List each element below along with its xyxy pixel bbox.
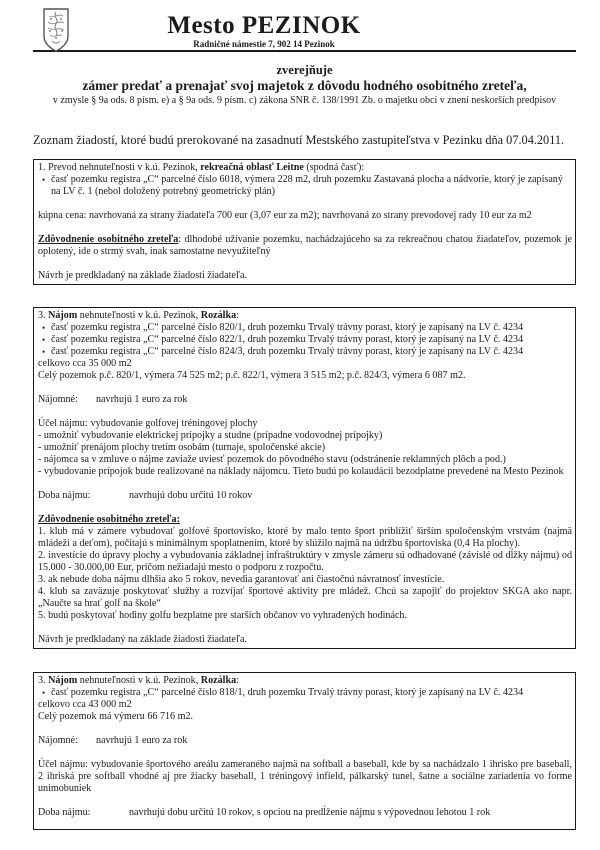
document-page bbox=[33, 0, 576, 830]
bullet-icon: • bbox=[42, 688, 46, 698]
box3-duration-value: navrhujú dobu určitú 10 rokov, s opciou na predĺženie nájmu s výpovednou lehotou 1 rok bbox=[129, 807, 491, 818]
box2-duration-value: navrhujú dobu určitú 10 rokov bbox=[129, 490, 253, 501]
box3-heading-num: 3. bbox=[38, 675, 49, 686]
box2-justification-heading bbox=[38, 514, 572, 526]
city-address: Radničné námestie 7, 902 14 Pezinok bbox=[193, 39, 335, 49]
box2-purpose-item: - vybudovanie prípojok bude realizované na náklady nájomcu. Tieto budú po kolaudácii bezodplatne prevedené na Mesto Pezinok bbox=[38, 466, 564, 477]
box1-justification-text: : dlhodobé užívanie pozemku, nachádzajúceho sa za rekreačnou chatou žiadateľov, pozemok je oplotený, ide o strmý svah, inak samostatne nevyužiteľný bbox=[38, 234, 572, 257]
box2-heading-area: Rozálka bbox=[200, 310, 237, 321]
box2-purpose-item: - nájomca sa v zmluve o nájme zaviaže uviesť pozemok do pôvodného stavu (odstránenie reklamných plôch a pod.) bbox=[38, 454, 506, 465]
spacer bbox=[38, 258, 572, 270]
box3-rent-label: Nájomné: bbox=[38, 735, 78, 746]
box3-purpose-line bbox=[38, 759, 572, 795]
request-box-2 bbox=[33, 307, 576, 649]
box2-heading-num: 3. bbox=[38, 310, 49, 321]
box2-bullet-text: časť pozemku registra „C“ parcelné číslo 822/1, druh pozemku Trvalý trávny porast, ktorý je zapísaný na LV č. 4234 bbox=[51, 334, 524, 345]
box2-justification-item: 4. klub sa zaväzuje poskytovať služby a rozvíjať športové aktivity pre mládež. Chcú sa zapojiť do projektov SKGA ako napr. „Naučte sa hrať golf na škole“ bbox=[38, 586, 572, 609]
box2-whole-parcel: Celý pozemok p.č. 820/1, výmera 74 525 m2; p.č. 822/1, výmera 3 515 m2; p.č. 824/3, výmera 6 087 m2. bbox=[38, 370, 466, 381]
box3-heading-area: Rozálka bbox=[200, 675, 237, 686]
spacer bbox=[38, 747, 572, 759]
spacer bbox=[38, 502, 572, 514]
box2-heading-post: : bbox=[236, 310, 239, 321]
box3-purpose-value: vybudovanie športového areálu zameraného najmä na softball a baseball, kde by sa nachádzalo 1 ihrisko pre baseball, 2 ihriská pre softball vhodné aj pre žiacky baseball, 1 tréningový infield, pálkarský tunel, šatne a sociálne zariadenia vo forme unimobuniek bbox=[38, 759, 572, 794]
spacer bbox=[38, 795, 572, 807]
request-box-1 bbox=[33, 159, 576, 285]
box2-justification-item: 1. klub má v zámere vybudovať golfové športovisko, ktoré by malo tento šport priblížiť širším spoločenským vrstvám (najmä mládeži a deťom), počítajú s minimálnym spoplatnením, ktoré by slúžilo najmä na údržbu športoviska (0,4 Ha plochy). bbox=[38, 526, 572, 549]
box2-rent-value: navrhujú 1 euro za rok bbox=[96, 394, 188, 405]
box2-rent-line bbox=[38, 394, 572, 406]
box3-whole-parcel: Celý pozemok má výmeru 66 716 m2. bbox=[38, 711, 194, 722]
box1-proposal: Návrh je predkladaný na základe žiadosti žiadateľa. bbox=[38, 270, 247, 281]
spacer bbox=[38, 222, 572, 234]
box2-bullet-text: časť pozemku registra „C“ parcelné číslo 824/3, druh pozemku Trvalý trávny porast, ktorý je zapísaný na LV č. 4234 bbox=[51, 346, 524, 357]
box2-heading-type: Nájom bbox=[48, 310, 78, 321]
header-text-block bbox=[64, 12, 464, 50]
box2-bullet-item bbox=[38, 322, 572, 334]
box1-heading bbox=[38, 162, 572, 174]
spacer bbox=[38, 622, 572, 634]
box1-heading-pre: 1. Prevod nehnuteľnosti v k.ú. Pezinok, bbox=[38, 162, 201, 173]
box2-total-area: celkovo cca 35 000 m2 bbox=[38, 358, 132, 369]
box2-proposal: Návrh je predkladaný na základe žiadosti žiadateľa. bbox=[38, 634, 247, 645]
bullet-icon: • bbox=[42, 323, 46, 333]
box1-price-line: kúpna cena: navrhovaná za strany žiadateľa 700 eur (3,07 eur za m2); navrhovaná zo strany prevodovej rady 10 eur za m2 bbox=[38, 210, 532, 221]
box3-purpose-label: Účel nájmu: bbox=[38, 759, 88, 770]
spacer bbox=[38, 198, 572, 210]
box2-duration-line bbox=[38, 490, 572, 502]
box2-justification-item: 3. ak nebude doba nájmu dlhšia ako 5 rokov, nevedia garantovať ani čiastočnú návratnosť investície. bbox=[38, 574, 445, 585]
spacer bbox=[38, 478, 572, 490]
box3-duration-line bbox=[38, 807, 572, 819]
box3-bullet-item bbox=[38, 687, 572, 699]
city-title: Mesto PEZINOK bbox=[167, 12, 361, 39]
spacer bbox=[38, 723, 572, 735]
box3-bullet-text: časť pozemku registra „C“ parcelné číslo 818/1, druh pozemku Trvalý trávny porast, ktorý je zapísaný na LV č. 4234 bbox=[51, 687, 524, 698]
box3-duration-label: Doba nájmu: bbox=[38, 807, 91, 818]
list-heading: Zoznam žiadostí, ktoré budú prerokované na zasadnutí Mestského zastupiteľstva v Pezinku dňa 07.04.2011. bbox=[33, 133, 565, 147]
box3-rent-line bbox=[38, 735, 572, 747]
box2-bullet-text: časť pozemku registra „C“ parcelné číslo 820/1, druh pozemku Trvalý trávny porast, ktorý je zapísaný na LV č. 4234 bbox=[51, 322, 524, 333]
box1-bullet-text: časť pozemku registra „C“ parcelné číslo 6018, výmera 228 m2, druh pozemku Zastavaná plocha a nádvorie, ktorý je zapísaný na LV č. 1 (nebol doložený potrebný geometrický plán) bbox=[51, 174, 563, 197]
box2-bullet-item bbox=[38, 334, 572, 346]
box3-heading-type: Nájom bbox=[48, 675, 78, 686]
box2-heading-mid: nehnuteľnosti v k.ú. Pezinok, bbox=[77, 310, 201, 321]
box2-rent-label: Nájomné: bbox=[38, 394, 78, 405]
box1-heading-area: rekreačná oblasť Leitne bbox=[200, 162, 304, 173]
box1-justification-label: Zdôvodnenie osobitného zreteľa bbox=[38, 234, 179, 245]
box3-rent-value: navrhujú 1 euro za rok bbox=[96, 735, 188, 746]
spacer bbox=[38, 382, 572, 394]
box3-total-area: celkovo cca 43 000 m2 bbox=[38, 699, 132, 710]
box2-purpose-item: - umožniť vybudovanie elektrickej prípojky a studne (prípadne vodovodnej prípojky) bbox=[38, 430, 383, 441]
announce-verb: zverejňuje bbox=[276, 63, 333, 77]
box2-justification-label: Zdôvodnenie osobitného zreteľa: bbox=[38, 514, 180, 525]
box3-heading bbox=[38, 675, 572, 687]
box2-purpose-line bbox=[38, 418, 572, 430]
announcement-intro bbox=[33, 63, 576, 107]
bullet-icon: • bbox=[42, 335, 46, 345]
box2-purpose-value: vybudovanie golfovej tréningovej plochy bbox=[90, 418, 258, 429]
legal-reference: v zmysle § 9a ods. 8 písm. e) a § 9a ods. 9 písm. c) zákona SNR č. 138/1991 Zb. o majetku obcí v znení neskorších predpisov bbox=[52, 95, 557, 106]
bullet-icon: • bbox=[42, 175, 46, 185]
announce-intent: zámer predať a prenajať svoj majetok z dôvodu hodného osobitného zreteľa, bbox=[82, 78, 527, 93]
box3-heading-mid: nehnuteľnosti v k.ú. Pezinok, bbox=[77, 675, 201, 686]
box2-heading bbox=[38, 310, 572, 322]
box2-justification-item: 5. budú poskytovať hodiny golfu bezplatne pre starších občanov vo vyhradených hodinách. bbox=[38, 610, 407, 621]
box3-heading-post: : bbox=[236, 675, 239, 686]
request-box-3 bbox=[33, 672, 576, 830]
box2-bullet-item bbox=[38, 346, 572, 358]
box2-justification-item: 2. investície do úpravy plochy a vybudovania základnej infraštruktúry v zmysle zámeru sú odhadované (závislé od dĺžky nájmu) od 15.000 - 30.000,00 Eur, pričom nežiadajú mesto o podporu z rozpočtu. bbox=[38, 550, 572, 573]
box1-bullet-item bbox=[38, 174, 572, 198]
box2-purpose-item: - umožniť prenájom plochy tretím osobám (turnaje, spoločenské akcie) bbox=[38, 442, 326, 453]
spacer bbox=[38, 406, 572, 418]
box1-justification bbox=[38, 234, 572, 258]
bullet-icon: • bbox=[42, 347, 46, 357]
box1-heading-post: (spodná časť): bbox=[303, 162, 365, 173]
box2-duration-label: Doba nájmu: bbox=[38, 490, 91, 501]
box2-purpose-label: Účel nájmu: bbox=[38, 418, 88, 429]
document-header bbox=[33, 0, 576, 52]
